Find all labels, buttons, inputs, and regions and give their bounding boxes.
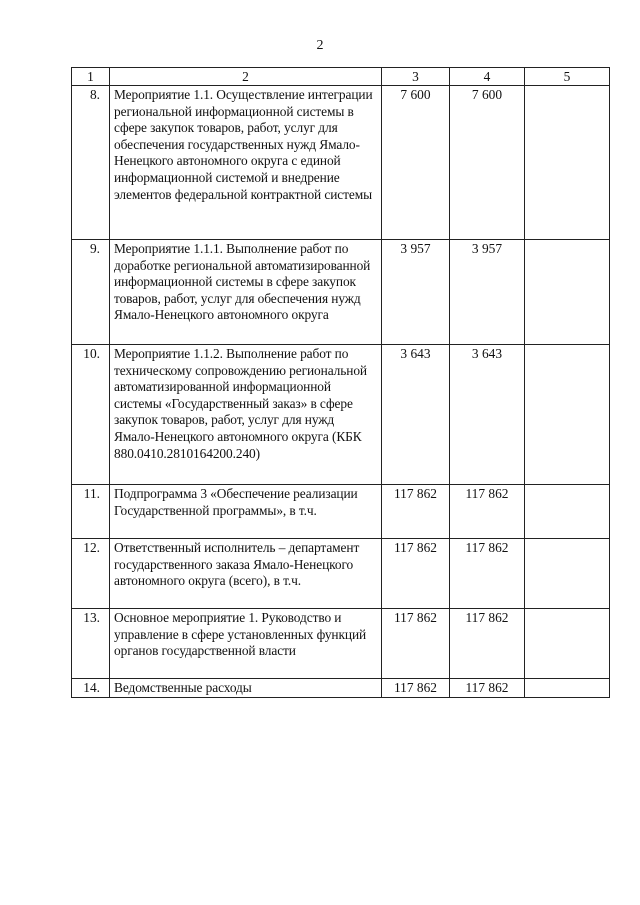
row-number: 12. xyxy=(72,539,110,609)
table-row xyxy=(72,240,610,345)
row-number: 8. xyxy=(72,86,110,240)
table-row xyxy=(72,86,610,240)
row-value-col3: 117 862 xyxy=(382,679,450,698)
row-value-col5 xyxy=(525,539,610,609)
row-value-col5 xyxy=(525,485,610,539)
column-header: 4 xyxy=(450,68,525,86)
row-value-col3: 117 862 xyxy=(382,609,450,679)
row-value-col3: 117 862 xyxy=(382,485,450,539)
row-value-col5 xyxy=(525,240,610,345)
row-number: 14. xyxy=(72,679,110,698)
row-value-col5 xyxy=(525,609,610,679)
row-value-col4: 7 600 xyxy=(450,86,525,240)
row-number: 11. xyxy=(72,485,110,539)
column-header: 3 xyxy=(382,68,450,86)
table-row xyxy=(72,345,610,485)
row-number: 9. xyxy=(72,240,110,345)
row-value-col5 xyxy=(525,86,610,240)
row-description: Мероприятие 1.1.2. Выполнение работ по техническому сопровождению региональной автоматизированной информационной системы «Государственный заказ» в сфере закупок товаров, работ, услуг для нужд Ямало-Ненецкого автономного округа (КБК 880.0410.2810164200.240) xyxy=(110,345,382,485)
row-number: 10. xyxy=(72,345,110,485)
row-number: 13. xyxy=(72,609,110,679)
row-description: Основное мероприятие 1. Руководство и управление в сфере установленных функций органов государственной власти xyxy=(110,609,382,679)
row-value-col4: 3 643 xyxy=(450,345,525,485)
table-header-row xyxy=(72,68,610,86)
row-description: Ответственный исполнитель – департамент государственного заказа Ямало-Ненецкого автономного округа (всего), в т.ч. xyxy=(110,539,382,609)
row-value-col4: 117 862 xyxy=(450,539,525,609)
page-number: 2 xyxy=(316,38,324,53)
row-value-col3: 3 643 xyxy=(382,345,450,485)
column-header: 2 xyxy=(110,68,382,86)
row-description: Мероприятие 1.1.1. Выполнение работ по доработке региональной автоматизированной информационной системы в сфере закупок товаров, работ, услуг для обеспечения нужд Ямало-Ненецкого автономного округа xyxy=(110,240,382,345)
row-value-col4: 117 862 xyxy=(450,609,525,679)
budget-table xyxy=(71,67,610,698)
row-value-col4: 3 957 xyxy=(450,240,525,345)
row-value-col3: 117 862 xyxy=(382,539,450,609)
row-value-col3: 7 600 xyxy=(382,86,450,240)
table-row xyxy=(72,485,610,539)
row-description: Подпрограмма 3 «Обеспечение реализации Государственной программы», в т.ч. xyxy=(110,485,382,539)
table-row xyxy=(72,609,610,679)
row-value-col3: 3 957 xyxy=(382,240,450,345)
row-value-col5 xyxy=(525,679,610,698)
column-header: 5 xyxy=(525,68,610,86)
row-value-col4: 117 862 xyxy=(450,679,525,698)
row-description: Мероприятие 1.1. Осуществление интеграции региональной информационной системы в сфере закупок товаров, работ, услуг для обеспечения государственных нужд Ямало-Ненецкого автономного округа с единой информационной системой и внедрение элементов федеральной контрактной системы xyxy=(110,86,382,240)
table-row xyxy=(72,679,610,698)
row-value-col5 xyxy=(525,345,610,485)
row-value-col4: 117 862 xyxy=(450,485,525,539)
column-header: 1 xyxy=(72,68,110,86)
table-row xyxy=(72,539,610,609)
row-description: Ведомственные расходы xyxy=(110,679,382,698)
